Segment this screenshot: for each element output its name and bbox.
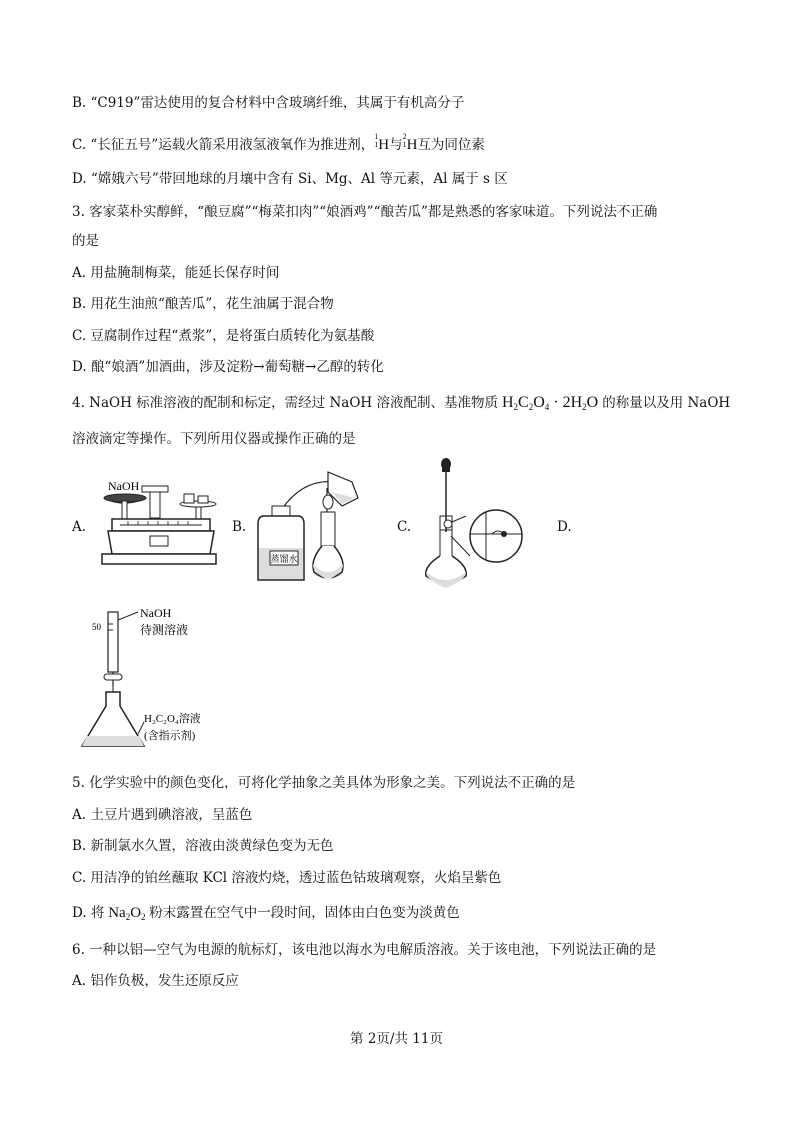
burette-naoh-label: NaOH <box>140 606 172 620</box>
q4-stem-line2: 溶液滴定等操作。下列所用仪器或操作正确的是 <box>72 431 356 447</box>
figure-option-a-label: A. <box>72 519 87 535</box>
isotope-h2: 2 1H <box>402 132 418 153</box>
q3-option-d: D. 酿“娘酒”加酒曲，涉及淀粉→葡萄糖→乙醇的转化 <box>72 359 384 375</box>
figure-option-c-label: C. <box>397 519 412 535</box>
q3-option-c: C. 豆腐制作过程“煮浆”，是将蛋白质转化为氨基酸 <box>72 328 375 344</box>
formula-oxalic-acid: $H_2C_2O_4 \cdot 2H_2O$ <box>497 394 603 412</box>
q4-text-post: 的称量以及用 NaOH <box>602 395 731 411</box>
balance-figure <box>98 474 220 570</box>
q4-stem-line1 <box>72 394 730 416</box>
transfer-figure <box>252 468 382 582</box>
page-footer: 第 2页/共 11页 <box>350 1031 443 1047</box>
q6-stem: 6. 一种以铝—空气为电源的航标灯，该电池以海水为电解质溶液。关于该电池，下列说法正确的是 <box>72 942 657 958</box>
distilled-water-label: 蒸馏水 <box>270 554 298 564</box>
flask-solution-label: H₂C₂O₄溶液 <box>144 713 201 725</box>
q4-text-pre: 4. NaOH 标准溶液的配制和标定，需经过 NaOH 溶液配制、基准物质 <box>72 395 498 411</box>
figure-option-d-label: D. <box>557 519 572 535</box>
q2-option-d: D. “嫦娥六号”带回地球的月壤中含有 Si、Mg、Al 等元素，Al 属于 s 区 <box>72 171 508 187</box>
q2-option-b: B. “C919”雷达使用的复合材料中含玻璃纤维，其属于有机高分子 <box>72 95 465 111</box>
q3-stem-line2: 的是 <box>72 233 99 249</box>
naoh-label: NaOH <box>108 479 140 493</box>
q2c-text-pre: C. “长征五号”运载火箭采用液氢液氧作为推进剂， <box>72 137 375 153</box>
titration-figure <box>78 606 258 756</box>
q5-option-c: C. 用洁净的铂丝蘸取 KCl 溶液灼烧，透过蓝色钴玻璃观察，火焰呈紫色 <box>72 870 502 886</box>
figure-option-b-label: B. <box>232 519 247 535</box>
formula-na2o2: $Na_2O_2$ <box>104 905 146 922</box>
q5d-text-post: 粉末露置在空气中一段时间，固体由白色变为淡黄色 <box>149 905 460 921</box>
q5d-text-pre: D. 将 <box>72 905 105 921</box>
q3-stem-line1: 3. 客家菜朴实醇鲜，“酿豆腐”“梅菜扣肉”“娘酒鸡”“酿苦瓜”都是熟悉的客家味道。下列说法不正确 <box>72 204 658 220</box>
burette-solution-label: 待测溶液 <box>140 623 189 637</box>
volume-adjust-figure <box>418 456 528 590</box>
q2c-text-post: 互为同位素 <box>417 137 485 153</box>
q6-option-a: A. 铝作负极，发生还原反应 <box>72 973 239 989</box>
q2c-text-mid: 与 <box>389 137 403 153</box>
isotope-h1: 1 1H <box>374 132 390 153</box>
q5-option-b: B. 新制氯水久置，溶液由淡黄绿色变为无色 <box>72 838 334 854</box>
q3-option-b: B. 用花生油煎“酿苦瓜”，花生油属于混合物 <box>72 296 334 312</box>
q2-option-c <box>72 133 485 154</box>
burette-scale-mark: 50 <box>92 622 101 632</box>
q5-stem: 5. 化学实验中的颜色变化，可将化学抽象之美具体为形象之美。下列说法不正确的是 <box>72 775 576 791</box>
q5-option-d <box>72 904 460 926</box>
q3-option-a: A. 用盐腌制梅菜，能延长保存时间 <box>72 265 280 281</box>
q5-option-a: A. 土豆片遇到碘溶液，呈蓝色 <box>72 807 253 823</box>
flask-indicator-label: (含指示剂) <box>144 730 196 742</box>
